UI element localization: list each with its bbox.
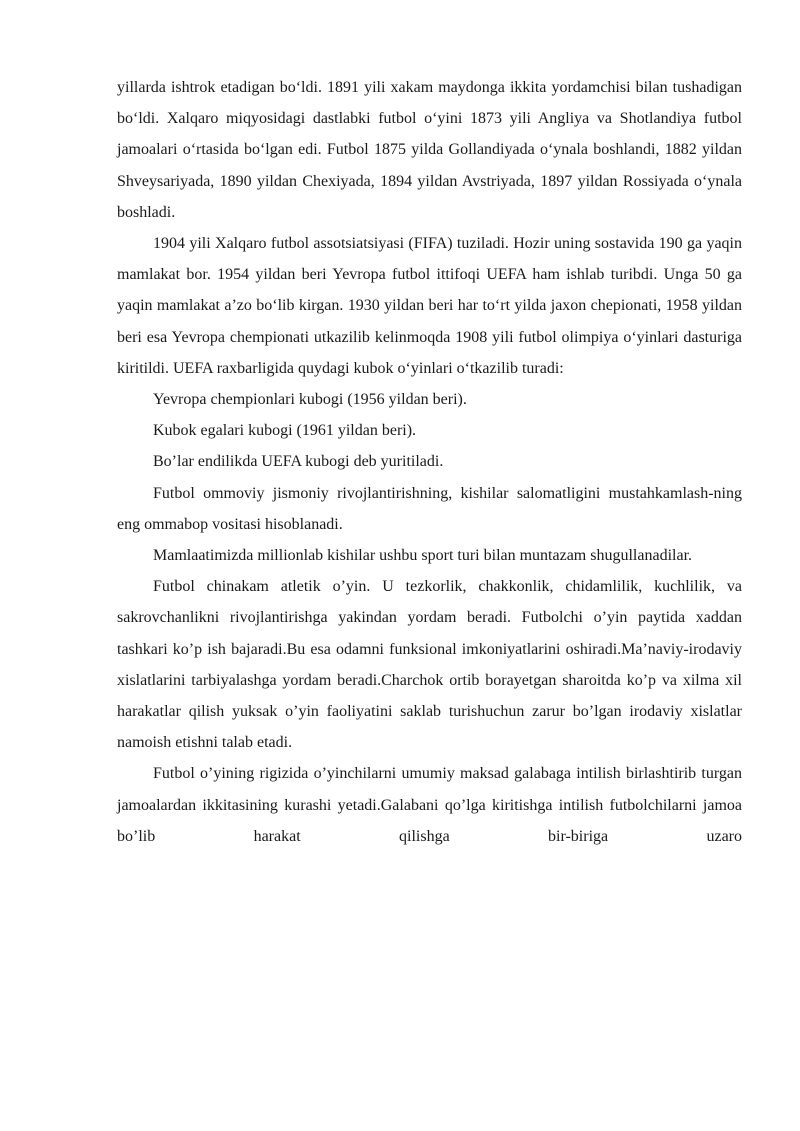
paragraph-4: Kubok egalari kubogi (1961 yildan beri). [153,422,417,440]
paragraph-3: Yevropa chempionlari kubogi (1956 yildan beri). [153,391,467,409]
paragraph-8: Futbol chinakam atletik o’yin. U tezkorlik, chakkonlik, chidamlilik, kuchlilik, va sakrovchanlikni rivojlantirishga yakindan yordam beradi. Futbolchi o’yin paytida xaddan tashkari ko’p ish bajaradi.Bu esa odamni funksional imkoniyatlarini oshiradi.Ma’naviy-irodaviy xislatlarini tarbiyalashga yordam beradi.Charchok ortib borayetgan sharoitda ko’p va xilma xil harakatlar qilish yuksak o’yin faoliyatini saklab turishuchun zarur bo’lgan irodaviy xislatlar namoish etishni talab etadi. [117,578,742,752]
paragraph-7: Mamlaatimizda millionlab kishilar ushbu sport turi bilan muntazam shugullanadilar. [153,547,693,565]
paragraph-9: Futbol o’yining rigizida o’yinchilarni umumiy maksad galabaga intilish birlashtirib turgan jamoalardan ikkitasining kurashi yetadi.Galabani qo’lga kiritishga intilish futbolchilarni jamoa bo’lib harakat qilishga bir-biriga uzaro [117,765,742,845]
paragraph-1: yillarda ishtrok etadigan bo‘ldi. 1891 yili xakam maydonga ikkita yordamchisi bilan tushadigan bo‘ldi. Xalqaro miqyosidagi dastlabki futbol o‘yini 1873 yili Angliya va Shotlandiya futbol jamoalari o‘rtasida bo‘lgan edi. Futbol 1875 yilda Gollandiyada o‘ynala boshlandi, 1882 yildan Shveysariyada, 1890 yildan Chexiyada, 1894 yildan Avstriyada, 1897 yildan Rossiyada o‘ynala boshladi. [117,79,742,221]
paragraph-2: 1904 yili Xalqaro futbol assotsiatsiyasi (FIFA) tuziladi. Hozir uning sostavida 190 ga yaqin mamlakat bor. 1954 yildan beri Yevropa futbol ittifoqi UEFA ham ishlab turibdi. Unga 50 ga yaqin mamlakat a’zo bo‘lib kirgan. 1930 yildan beri har to‘rt yilda jaxon chepionati, 1958 yildan beri esa Yevropa chempionati utkazilib kelinmoqda 1908 yili futbol olimpiya o‘yinlari dasturiga kiritildi. UEFA raxbarligida quydagi kubok o‘yinlari o‘tkazilib turadi: [117,235,742,377]
document-page [117,72,742,852]
paragraph-5: Bo’lar endilikda UEFA kubogi deb yuritiladi. [153,453,444,471]
paragraph-6: Futbol ommoviy jismoniy rivojlantirishning, kishilar salomatligini mustahkamlash-ning eng ommabop vositasi hisoblanadi. [117,484,742,533]
